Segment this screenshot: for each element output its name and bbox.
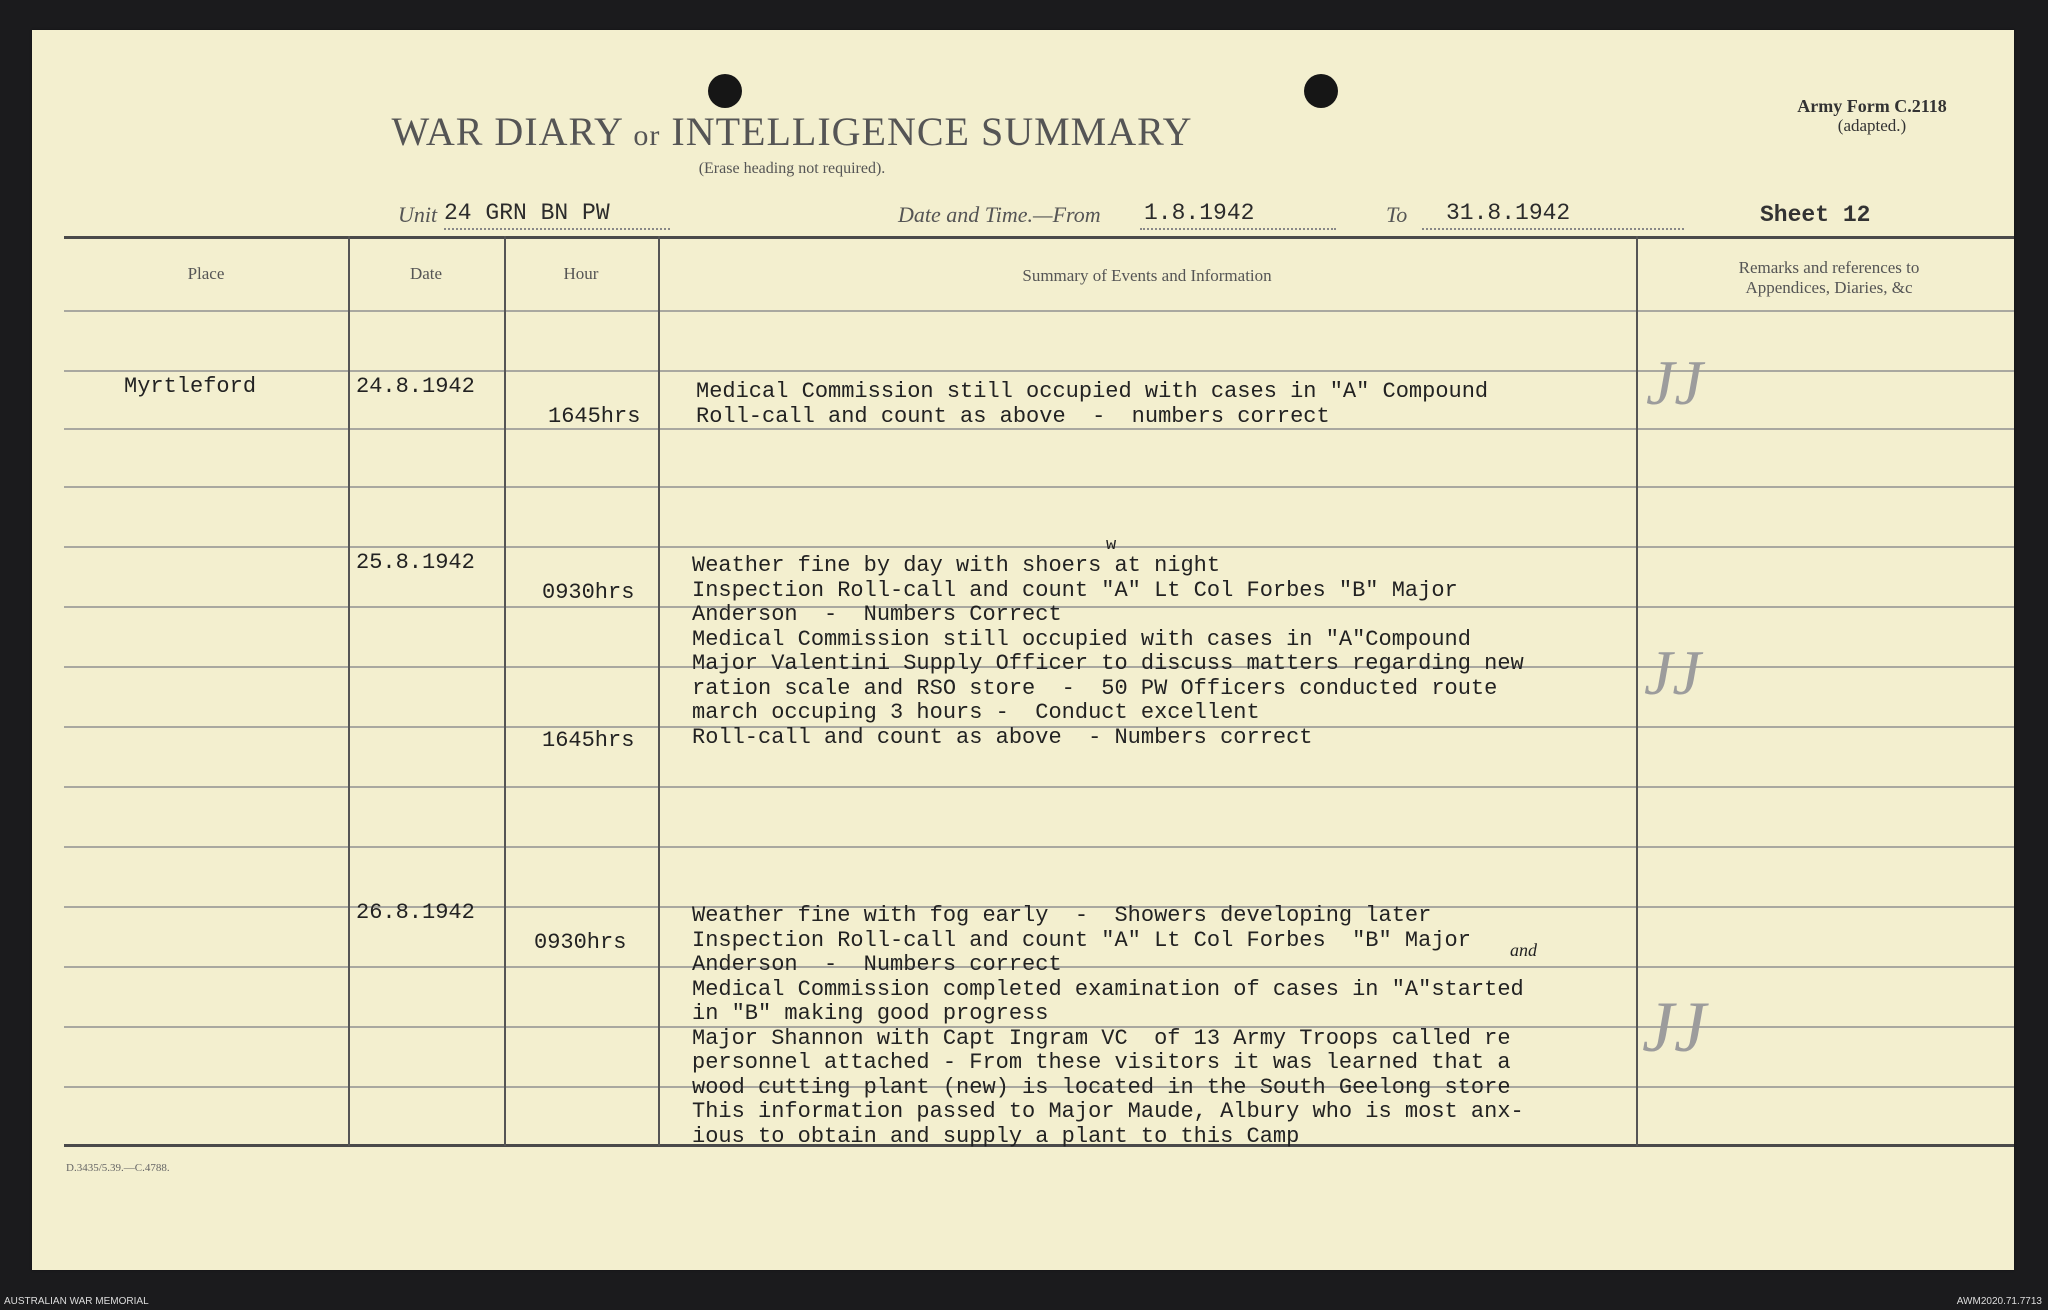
col-divider-date-hour: [504, 236, 506, 1146]
entry-hour-26: 0930hrs: [534, 930, 627, 955]
entry-date-25: 25.8.1942: [356, 550, 475, 575]
army-form-label: Army Form C.2118 (adapted.): [1797, 96, 1947, 135]
header-rule: [64, 310, 2014, 312]
to-date: 31.8.1942: [1446, 200, 1571, 226]
col-divider-summary-remarks: [1636, 236, 1638, 1146]
to-dotline: [1422, 228, 1684, 230]
entry-hour-25-am: 0930hrs: [542, 580, 635, 605]
from-date: 1.8.1942: [1144, 200, 1255, 226]
diary-table: [64, 236, 2014, 1186]
diary-page: [32, 30, 2014, 1270]
entry-text-26: Weather fine with fog early - Showers developing later Inspection Roll-call and count "A" Lt Col Forbes "B" Major Anderson - Numbers correct Medical Commission completed examination of cases in "A"started in "B" making good progress Major Shannon with Capt Ingram VC of 13 Army Troops called re personnel attached - From these visitors it was learned that a wood cutting plant (new) is located in the South Geelong store This information passed to Major Maude, Albury who is most anx- ious to obtain and supply a plant to this Camp: [692, 903, 1524, 1149]
entry-hour-25-pm: 1645hrs: [542, 728, 635, 753]
initials-25: JJ: [1644, 637, 1701, 708]
col-header-date: Date: [409, 264, 443, 283]
insert-mark-and: and: [1510, 940, 1537, 960]
date-time-label: Date and Time.—From: [898, 202, 1101, 227]
to-label: To: [1386, 202, 1408, 227]
table-top-rule: [64, 236, 2014, 239]
print-code: D.3435/5.39.—C.4788.: [66, 1162, 170, 1174]
col-header-place: Place: [187, 264, 225, 283]
archive-caption-right: AWM2020.71.7713: [1956, 1296, 2042, 1307]
col-header-remarks: Remarks and references to Appendices, Diaries, &c: [1738, 258, 1920, 297]
unit-label: Unit: [398, 202, 438, 227]
col-divider-place-date: [348, 236, 350, 1146]
sheet-number: Sheet 12: [1760, 202, 1871, 228]
punch-hole-right: [1304, 74, 1338, 108]
form-subtitle: (Erase heading not required).: [698, 160, 886, 177]
initials-24: JJ: [1646, 347, 1703, 418]
col-divider-hour-summary: [658, 236, 660, 1146]
insert-mark-w: w: [1106, 536, 1117, 555]
unit-value: 24 GRN BN PW: [444, 200, 610, 226]
form-title: WAR DIARY or INTELLIGENCE SUMMARY: [391, 109, 1193, 154]
col-header-hour: Hour: [563, 264, 599, 283]
entry-text-24: Medical Commission still occupied with cases in "A" Compound Roll-call and count as above - numbers correct: [696, 379, 1489, 429]
from-dotline: [1140, 228, 1336, 230]
punch-hole-left: [708, 74, 742, 108]
entry-date-26: 26.8.1942: [356, 900, 475, 925]
archive-caption-left: AUSTRALIAN WAR MEMORIAL: [4, 1296, 149, 1307]
col-header-summary: Summary of Events and Information: [1022, 266, 1272, 285]
unit-dotline: [444, 228, 670, 230]
initials-26: JJ: [1642, 987, 1706, 1067]
entry-hour-24: 1645hrs: [548, 404, 641, 429]
place-value: Myrtleford: [124, 374, 257, 399]
entry-date-24: 24.8.1942: [356, 374, 475, 399]
entry-text-25: Weather fine by day with shoers at night Inspection Roll-call and count "A" Lt Col Forbes "B" Major Anderson - Numbers Correct Medical Commission still occupied with cases in "A"Compound Major Valentini Supply Officer to discuss matters regarding new ration scale and RSO store - 50 PW Officers conducted route march occuping 3 hours - Conduct excellent Roll-call and count as above - Numbers correct: [692, 553, 1524, 750]
